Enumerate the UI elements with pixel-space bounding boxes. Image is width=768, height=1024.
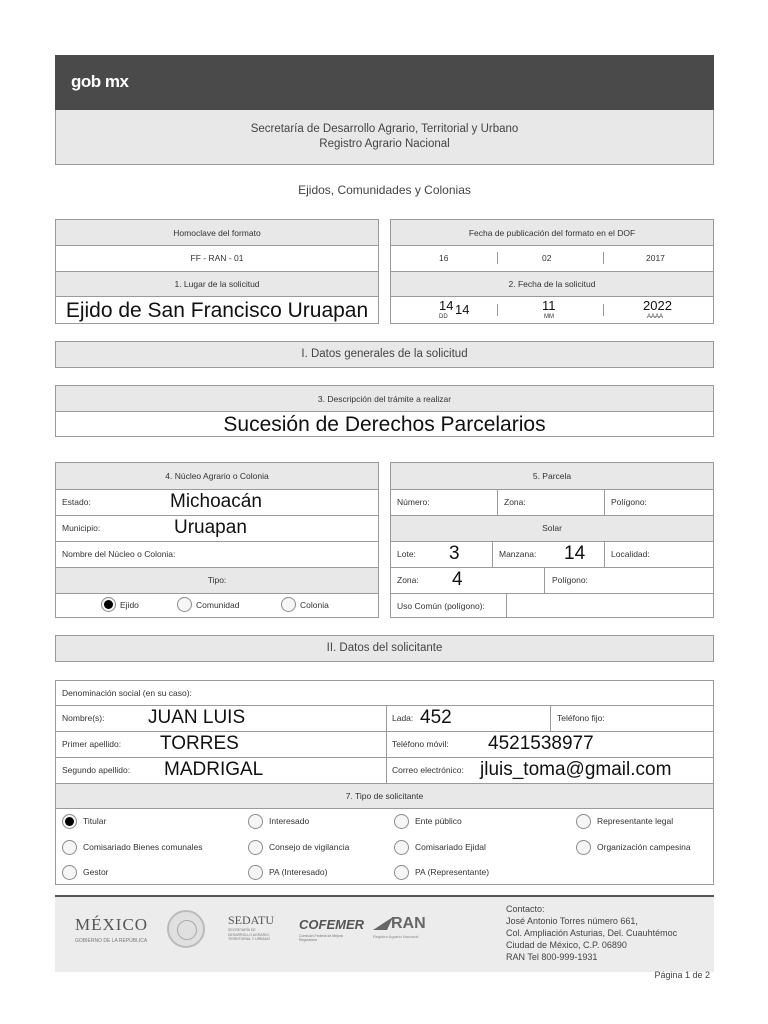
- contact-line2: Col. Ampliación Asturias, Del. Cuauhtémoc: [506, 928, 678, 938]
- ran-sub: Registro Agrario Nacional: [373, 934, 419, 939]
- nombres-label: Nombre(s):: [62, 713, 105, 723]
- aaaa-label: AAAA: [647, 314, 664, 320]
- dof-year: 2017: [646, 253, 665, 263]
- tramite-table: [55, 385, 714, 437]
- lote-label: Lote:: [397, 549, 416, 559]
- pa-representante-label: PA (Representante): [415, 867, 490, 877]
- contact-title: Contacto:: [506, 904, 545, 914]
- parcela-table: [390, 462, 714, 618]
- denominacion-label: Denominación social (en su caso):: [62, 688, 192, 698]
- radio-comisariado-bienes[interactable]: [62, 840, 77, 855]
- radio-organizacion-campesina[interactable]: [576, 840, 591, 855]
- zona2-value: 4: [452, 569, 463, 590]
- organizacion-campesina-label: Organización campesina: [597, 842, 691, 852]
- format-right-table: [390, 219, 714, 324]
- gobmx-header: [55, 55, 714, 110]
- fecha-day-print: 14: [439, 298, 454, 313]
- ejido-label: Ejido: [120, 600, 139, 610]
- correo-label: Correo electrónico:: [392, 765, 464, 775]
- fecha-month: 11: [542, 298, 556, 313]
- localidad-label: Localidad:: [611, 549, 650, 559]
- zona-label: Zona:: [504, 497, 526, 507]
- dof-day: 16: [439, 253, 449, 263]
- lote-value: 3: [449, 543, 460, 564]
- comunidad-label: Comunidad: [196, 600, 240, 610]
- poligono2-label: Polígono:: [552, 575, 588, 585]
- section2-header: [55, 635, 714, 662]
- mexico-logo: MÉXICO: [75, 915, 149, 934]
- municipio-value: Uruapan: [174, 517, 247, 538]
- contact-line3: Ciudad de México, C.P. 06890: [506, 940, 627, 950]
- section1-title: I. Datos generales de la solicitud: [301, 348, 468, 360]
- radio-comisariado-ejidal[interactable]: [394, 840, 409, 855]
- solar-label: Solar: [542, 523, 562, 533]
- numero-label: Número:: [397, 497, 430, 507]
- cofemer-sub: Comisión Federal de Mejora Regulatoria: [299, 934, 343, 942]
- radio-colonia[interactable]: [281, 597, 296, 612]
- titular-label: Titular: [83, 816, 107, 826]
- section2-title: II. Datos del solicitante: [326, 642, 443, 654]
- colonia-label: Colonia: [300, 600, 329, 610]
- interesado-label: Interesado: [269, 816, 310, 826]
- sedatu-sub: SECRETARÍA DE DESARROLLO AGRARIO, TERRITORIAL Y URBANO: [228, 928, 271, 941]
- lada-value: 452: [420, 707, 452, 728]
- gestor-label: Gestor: [83, 867, 109, 877]
- correo-value: jluis_toma@gmail.com: [480, 759, 672, 780]
- footer: [55, 895, 714, 972]
- ente-publico-label: Ente público: [415, 816, 462, 826]
- segundo-apellido-label: Segundo apellido:: [62, 765, 131, 775]
- lada-label: Lada:: [392, 713, 414, 723]
- radio-consejo-vigilancia[interactable]: [248, 840, 263, 855]
- dof-month: 02: [542, 253, 552, 263]
- nombre-nucleo-label: Nombre del Núcleo o Colonia:: [62, 549, 176, 559]
- fecha-year: 2022: [643, 298, 672, 313]
- lugar-value: Ejido de San Francisco Uruapan: [65, 299, 369, 322]
- telfijo-label: Teléfono fijo:: [557, 713, 605, 723]
- comisariado-ejidal-label: Comisariado Ejidal: [415, 842, 486, 852]
- nombres-value: JUAN LUIS: [148, 707, 246, 728]
- radio-comunidad[interactable]: [177, 597, 192, 612]
- gobmx-logo: gob mx: [71, 72, 129, 91]
- homoclave-value: FF - RAN - 01: [190, 253, 244, 263]
- section1-header: [55, 341, 714, 368]
- ran-logo: RAN: [391, 915, 426, 932]
- comisariado-bienes-label: Comisariado Bienes comunales: [83, 842, 203, 852]
- estado-label: Estado:: [62, 497, 91, 507]
- tramite-value: Sucesión de Derechos Parcelarios: [223, 413, 546, 436]
- homoclave-label: Homoclave del formato: [173, 228, 261, 238]
- manzana-value: 14: [564, 543, 586, 564]
- dof-label: Fecha de publicación del formato en el DOF: [468, 228, 636, 238]
- contact-line1: José Antonio Torres número 661,: [506, 916, 638, 926]
- tramite-label: 3. Descripción del trámite a realizar: [317, 394, 452, 404]
- radio-titular[interactable]: [62, 814, 77, 829]
- estado-value: Michoacán: [170, 491, 262, 512]
- cofemer-logo: COFEMER: [299, 917, 364, 932]
- tipo-solicitante-header: 7. Tipo de solicitante: [345, 791, 424, 801]
- parcela-header: 5. Parcela: [532, 471, 572, 481]
- radio-representante-legal[interactable]: [576, 814, 591, 829]
- nucleo-header: 4. Núcleo Agrario o Colonia: [165, 471, 269, 481]
- mexico-sub: GOBIERNO DE LA REPÚBLICA: [75, 938, 148, 944]
- fecha-label: 2. Fecha de la solicitud: [508, 279, 596, 289]
- radio-gestor[interactable]: [62, 865, 77, 880]
- page-number: Página 1 de 2: [654, 970, 710, 980]
- agency-line1: Secretaría de Desarrollo Agrario, Territorial y Urbano: [250, 123, 519, 135]
- contact-line4: RAN Tel 800-999-1931: [506, 952, 598, 962]
- consejo-vigilancia-label: Consejo de vigilancia: [269, 842, 350, 852]
- segundo-apellido-value: MADRIGAL: [164, 759, 264, 780]
- seal-icon: [167, 910, 205, 948]
- municipio-label: Municipio:: [62, 523, 101, 533]
- tipo-label: Tipo:: [207, 575, 227, 585]
- format-left-table: [55, 219, 379, 324]
- poligono-label: Polígono:: [611, 497, 647, 507]
- movil-value: 4521538977: [488, 733, 594, 754]
- radio-pa-representante[interactable]: [394, 865, 409, 880]
- mm-label: MM: [544, 314, 554, 320]
- sedatu-logo: SEDATU: [228, 913, 275, 927]
- agency-box: [55, 110, 714, 165]
- nucleo-table: [55, 462, 379, 618]
- primer-apellido-label: Primer apellido:: [62, 739, 122, 749]
- pa-interesado-label: PA (Interesado): [269, 867, 328, 877]
- dd-label: DD: [439, 314, 448, 320]
- radio-ejido[interactable]: [101, 597, 116, 612]
- uso-comun-label: Uso Común (polígono):: [397, 601, 485, 611]
- agency-line2: Registro Agrario Nacional: [319, 138, 450, 150]
- fecha-day: 14: [455, 302, 470, 317]
- lugar-label: 1. Lugar de la solicitud: [174, 279, 260, 289]
- manzana-label: Manzana:: [499, 549, 537, 559]
- solicitante-table: [55, 680, 714, 885]
- radio-interesado[interactable]: [248, 814, 263, 829]
- primer-apellido-value: TORRES: [160, 733, 239, 754]
- form-title: Ejidos, Comunidades y Colonias: [298, 183, 471, 197]
- zona2-label: Zona:: [397, 575, 419, 585]
- movil-label: Teléfono móvil:: [392, 739, 449, 749]
- radio-ente-publico[interactable]: [394, 814, 409, 829]
- radio-pa-interesado[interactable]: [248, 865, 263, 880]
- representante-legal-label: Representante legal: [597, 816, 674, 826]
